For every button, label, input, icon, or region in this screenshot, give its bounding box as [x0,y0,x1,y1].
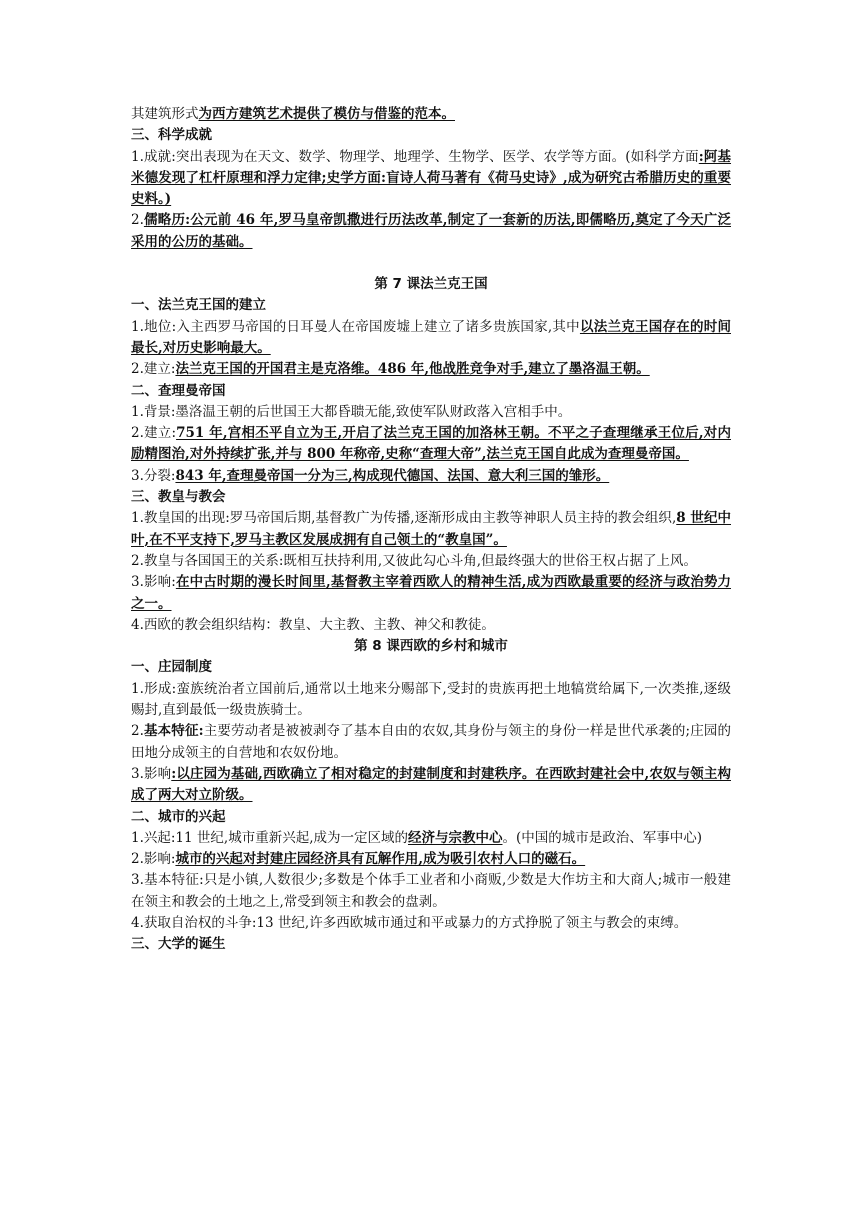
text-bold: 基本特征: [143,723,204,740]
paragraph-church-structure: 4.西欧的教会组织结构：教皇、大主教、主教、神父和教徒。 [131,616,495,633]
text-plain: 3.分裂: [131,467,176,484]
paragraph-church-influence [131,572,731,615]
section-heading-university-birth: 三、大学的诞生 [131,936,226,953]
text-plain: 2. [131,723,144,740]
text-key-point: 儒略历:公元前 46 年,罗马皇帝凯撒进行历法改革,制定了一套新的历法,即儒略历,奠定了今天广泛采用的公历的基础。 [131,212,731,250]
text-key-point: 城市的兴起对封建庄园经济具有瓦解作用,成为吸引农村人口的磁石。 [175,851,586,868]
text-plain: 。(中国的城市是政治、军事中心) [502,829,703,846]
text-key-point: 843 年,查理曼帝国一分为三,构成现代德国、法国、意大利三国的雏形。 [175,467,610,484]
text-key-point: 法兰克王国的开国君主是克洛维。486 年,他战胜竞争对手,建立了墨洛温王朝。 [175,361,650,378]
section-heading-charlemagne-empire: 二、查理曼帝国 [131,382,226,399]
document-page [131,104,731,956]
text-plain: 1.地位:入主西罗马帝国的日耳曼人在帝国废墟上建立了诸多贵族国家,其中 [131,318,580,335]
paragraph-city-rise [131,828,731,849]
paragraph-city-features: 3.基本特征:只是小镇,人数很少;多数是个体手工业者和小商贩,少数是大作坊主和大商人;城市一般建在领主和教会的土地之上,常受到领主和教会的盘剥。 [131,872,731,910]
paragraph-manor-features [131,721,731,764]
text-plain: 3.影响 [131,765,172,782]
section-heading-pope-church: 三、教皇与教会 [131,489,226,506]
text-plain: 2.建立: [131,361,176,378]
paragraph-manor-formation: 1.形成:蛮族统治者立国前后,通常以土地来分赐部下,受封的贵族再把土地犒赏给属下,一次类推,逐级赐封,直到最低一级贵族骑士。 [131,680,731,719]
paragraph-papal-state [131,508,731,551]
paragraph-city-autonomy: 4.获取自治权的斗争:13 世纪,许多西欧城市通过和平或暴力的方式挣脱了领主与教会的束缚。 [131,914,688,931]
lesson-8-title: 第 8 课西欧的乡村和城市 [354,638,508,655]
section-heading-city-rise: 二、城市的兴起 [131,808,226,825]
text-key-point: 以法兰克王国存在的时间最长,对历史影响最大。 [131,318,731,356]
paragraph-charlemagne-division [131,466,731,487]
text-key-point: 751 年,宫相丕平自立为王,开启了法兰克王国的加洛林王朝。不平之子查理继承王位后,对内励精图治,对外持续扩张,并与 800 年称帝,史称“查理大帝”,法兰克王国自此成为查理曼帝国。 [131,425,731,463]
text-plain: 2.建立: [131,425,177,442]
text-key-point: 经济与宗教中心 [407,829,503,846]
paragraph-pope-kings-relation: 2.教皇与各国国王的关系:既相互扶持利用,又彼此勾心斗角,但最终强大的世俗王权占据了上风。 [131,552,698,569]
text-plain: 其建筑形式 [131,106,199,122]
text-plain: 2.影响: [131,851,176,868]
lesson-7-title: 第 7 课法兰克王国 [374,276,488,293]
section-heading-frankish-founding: 一、法兰克王国的建立 [131,297,266,314]
text-key-point: 在中古时期的漫长时间里,基督教主宰着西欧人的精神生活,成为西欧最重要的经济与政治势力之一。 [131,574,731,612]
text-plain: 1.兴起:11 世纪,城市重新兴起,成为一定区域的 [131,829,408,846]
text-plain: 1.教皇国的出现:罗马帝国后期,基督教广为传播,逐渐形成由主教等神职人员主持的教会组织, [131,510,677,527]
paragraph-frankish-establishment [131,359,731,380]
text-plain: 主要劳动者是被被剥夺了基本自由的农奴,其身份与领主的身份一样是世代承袭的;庄园的田地分成领主的自营地和农奴份地。 [131,723,731,761]
paragraph-manor-influence [131,764,731,807]
text-plain: 2. [131,212,144,229]
spacer [131,253,731,274]
text-key-point: 为西方建筑艺术提供了模仿与借鉴的范本。 [198,106,455,122]
paragraph-city-influence [131,849,731,870]
paragraph-science-achievements [131,147,731,211]
paragraph-julian-calendar [131,210,731,253]
section-heading-manor-system: 一、庄园制度 [131,659,212,676]
paragraph-architecture [131,104,731,125]
text-key-point: :阿基米德发现了杠杆原理和浮力定律;史学方面:盲诗人荷马著有《荷马史诗》,成为研究古希腊历史的重要史料。) [131,148,732,208]
paragraph-charlemagne-establishment [131,423,731,466]
text-plain: 3.影响: [131,574,176,591]
paragraph-frankish-status [131,317,731,360]
section-heading-science: 三、科学成就 [131,127,212,144]
text-plain: 1.成就:突出表现为在天文、数学、物理学、地理学、生物学、医学、农学等方面。(如科学方面 [131,148,699,165]
paragraph-charlemagne-background: 1.背景:墨洛温王朝的后世国王大都昏聩无能,致使军队财政落入宫相手中。 [131,403,572,420]
text-key-point: :以庄园为基础,西欧确立了相对稳定的封建制度和封建秩序。在西欧封建社会中,农奴与领主构成了两大对立阶级。 [131,765,731,804]
text-key-point: 8 世纪中叶,在不平支持下,罗马主教区发展成拥有自己领土的“教皇国”。 [131,510,731,548]
